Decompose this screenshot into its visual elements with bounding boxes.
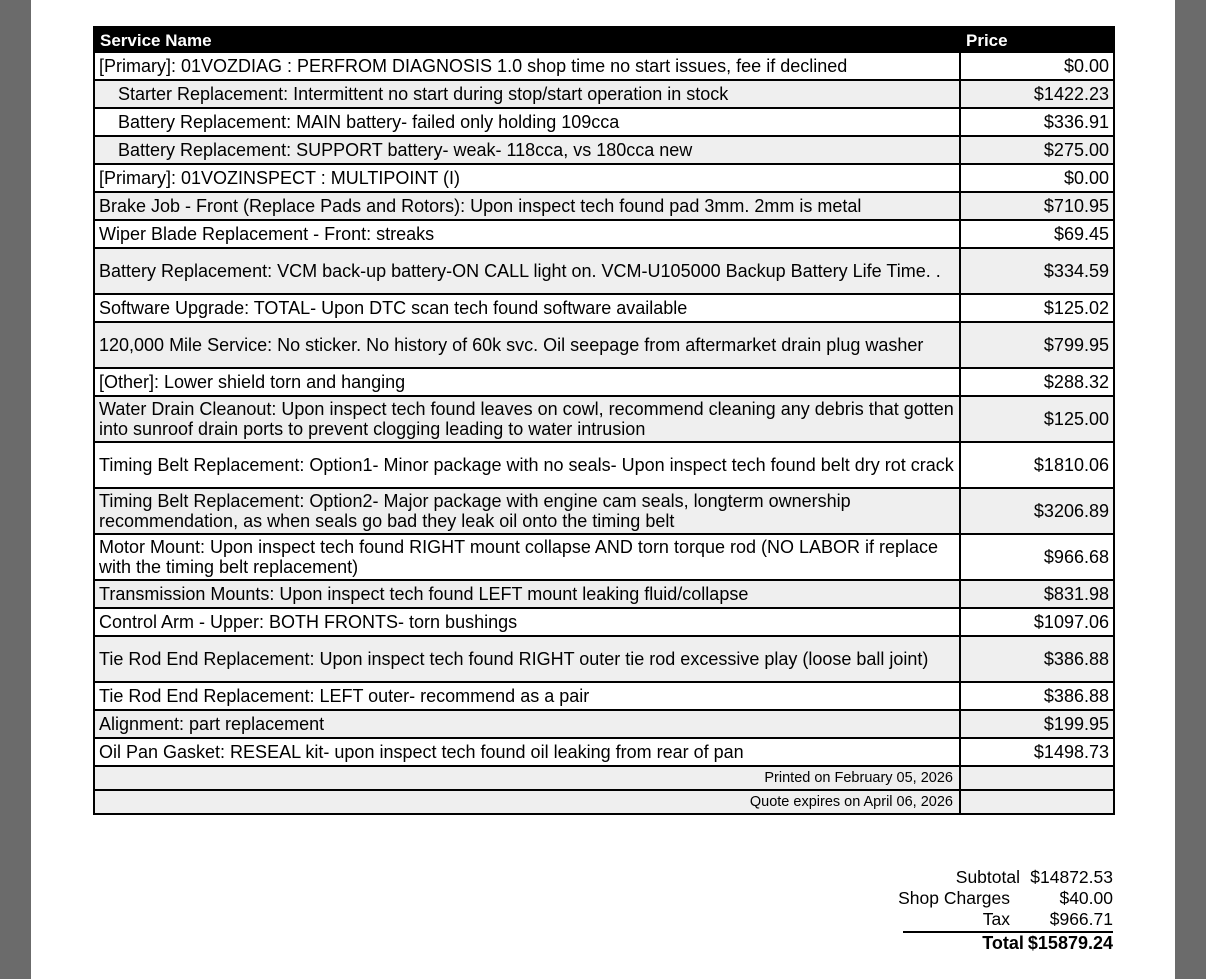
service-rows [94,52,1114,766]
service-price-cell: $199.95 [960,710,1114,738]
service-price-cell: $799.95 [960,322,1114,368]
table-row [94,80,1114,108]
service-name-cell: Battery Replacement: SUPPORT battery- weak- 118cca, vs 180cca new [94,136,960,164]
tax-row [813,909,1113,930]
service-price-cell: $1097.06 [960,608,1114,636]
tax-label: Tax [982,909,1010,929]
subtotal-value: $14872.53 [1030,867,1113,887]
expires-date: Quote expires on April 06, 2026 [94,790,960,814]
service-price-cell: $0.00 [960,164,1114,192]
service-name-cell: [Primary]: 01VOZINSPECT : MULTIPOINT (I) [94,164,960,192]
table-row [94,738,1114,766]
service-name-cell: Control Arm - Upper: BOTH FRONTS- torn bushings [94,608,960,636]
printed-date: Printed on February 05, 2026 [94,766,960,790]
quote-meta-rows [94,766,1114,814]
service-table [93,26,1115,815]
service-price-cell: $288.32 [960,368,1114,396]
service-price-cell: $386.88 [960,682,1114,710]
total-row [903,931,1113,954]
table-row [94,636,1114,682]
totals-block [813,867,1113,954]
table-row [94,108,1114,136]
service-price-cell: $275.00 [960,136,1114,164]
service-name-cell: Oil Pan Gasket: RESEAL kit- upon inspect tech found oil leaking from rear of pan [94,738,960,766]
quote-page [31,0,1175,979]
table-row [94,248,1114,294]
table-row [94,136,1114,164]
service-price-cell: $710.95 [960,192,1114,220]
service-price-cell: $125.00 [960,396,1114,442]
table-header-row [94,27,1114,52]
service-name-header: Service Name [94,27,960,52]
subtotal-label: Subtotal [955,867,1020,887]
table-row [94,368,1114,396]
printed-blank-cell [960,766,1114,790]
table-row [94,534,1114,580]
service-price-cell: $966.68 [960,534,1114,580]
service-price-cell: $3206.89 [960,488,1114,534]
expires-row [94,790,1114,814]
expires-blank-cell [960,790,1114,814]
tax-value: $966.71 [1049,909,1113,929]
service-price-cell: $69.45 [960,220,1114,248]
table-row [94,52,1114,80]
service-price-cell: $831.98 [960,580,1114,608]
service-price-cell: $0.00 [960,52,1114,80]
table-row [94,396,1114,442]
service-name-cell: Motor Mount: Upon inspect tech found RIGHT mount collapse AND torn torque rod (NO LABOR if replace with the timing belt replacement) [94,534,960,580]
shop-charges-value: $40.00 [1059,888,1113,908]
service-name-cell: Wiper Blade Replacement - Front: streaks [94,220,960,248]
service-name-cell: Water Drain Cleanout: Upon inspect tech found leaves on cowl, recommend cleaning any debris that gotten into sunroof drain ports to prevent clogging leading to water intrusion [94,396,960,442]
table-row [94,164,1114,192]
shop-charges-row [813,888,1113,909]
service-name-cell: Battery Replacement: MAIN battery- failed only holding 109cca [94,108,960,136]
service-name-cell: Tie Rod End Replacement: Upon inspect tech found RIGHT outer tie rod excessive play (loose ball joint) [94,636,960,682]
total-value: $15879.24 [1027,933,1113,953]
printed-row [94,766,1114,790]
service-name-cell: Brake Job - Front (Replace Pads and Rotors): Upon inspect tech found pad 3mm. 2mm is metal [94,192,960,220]
table-row [94,322,1114,368]
service-price-cell: $336.91 [960,108,1114,136]
service-price-cell: $1498.73 [960,738,1114,766]
service-price-cell: $1810.06 [960,442,1114,488]
service-name-cell: Software Upgrade: TOTAL- Upon DTC scan tech found software available [94,294,960,322]
table-row [94,710,1114,738]
service-name-cell: [Other]: Lower shield torn and hanging [94,368,960,396]
table-row [94,682,1114,710]
service-name-cell: Alignment: part replacement [94,710,960,738]
table-row [94,442,1114,488]
service-name-cell: Starter Replacement: Intermittent no start during stop/start operation in stock [94,80,960,108]
service-name-cell: Battery Replacement: VCM back-up battery-ON CALL light on. VCM-U105000 Backup Battery Life Time. . [94,248,960,294]
table-row [94,488,1114,534]
service-price-cell: $386.88 [960,636,1114,682]
service-name-cell: 120,000 Mile Service: No sticker. No history of 60k svc. Oil seepage from aftermarket drain plug washer [94,322,960,368]
service-name-cell: [Primary]: 01VOZDIAG : PERFROM DIAGNOSIS 1.0 shop time no start issues, fee if declined [94,52,960,80]
service-price-cell: $125.02 [960,294,1114,322]
subtotal-row [813,867,1113,888]
service-name-cell: Transmission Mounts: Upon inspect tech found LEFT mount leaking fluid/collapse [94,580,960,608]
service-price-cell: $1422.23 [960,80,1114,108]
shop-charges-label: Shop Charges [898,888,1010,908]
service-name-cell: Timing Belt Replacement: Option1- Minor package with no seals- Upon inspect tech found belt dry rot crack [94,442,960,488]
price-header: Price [960,27,1114,52]
table-row [94,192,1114,220]
table-row [94,220,1114,248]
service-name-cell: Tie Rod End Replacement: LEFT outer- recommend as a pair [94,682,960,710]
table-row [94,294,1114,322]
table-row [94,608,1114,636]
total-label: Total [982,933,1024,953]
table-row [94,580,1114,608]
service-price-cell: $334.59 [960,248,1114,294]
service-name-cell: Timing Belt Replacement: Option2- Major package with engine cam seals, longterm ownership recommendation, as when seals go bad they leak oil onto the timing belt [94,488,960,534]
